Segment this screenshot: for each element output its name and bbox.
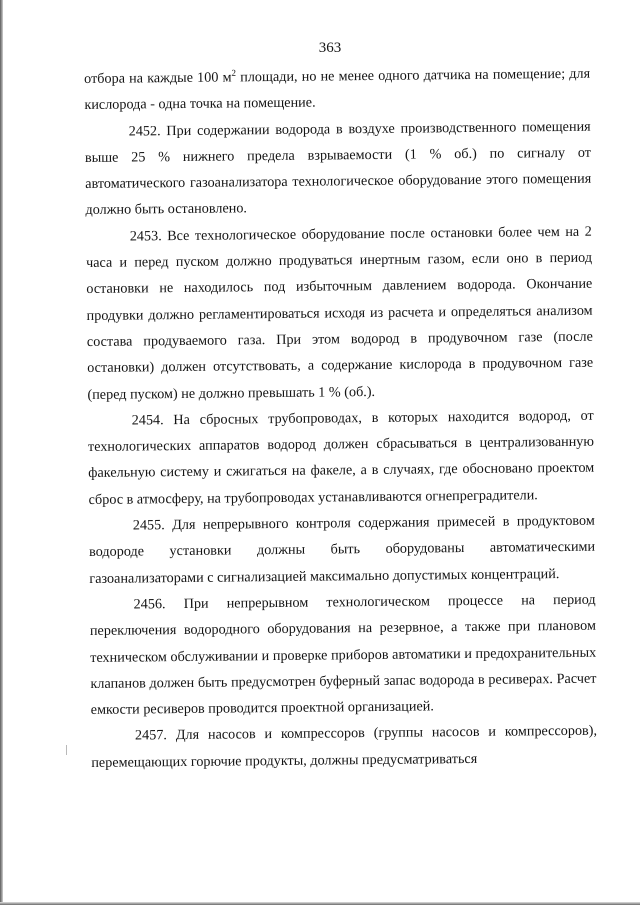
continuation-text-end: площади, но не менее одного датчика на помещение; для кислорода - одна точка на помещение. [84,65,591,114]
superscript-exponent: 2 [231,67,237,78]
paragraph-2455: 2455. Для непрерывного контроля содержания примесей в продуктовом водороде установки должны быть оборудованы автоматическими газоанализаторами с сигнализацией максимально допустимых концентраций. [89,512,596,587]
paragraph-2453: 2453. Все технологическое оборудование после остановки более чем на 2 часа и перед пуском должно продуваться инертным газом, если оно в период остановки не находилось под избыточным давлением водорода. Окончание продувки должно регламентироваться исходя из расчета и определяться анализом состава продуваемого газа. При этом водород в продувочном газе (после остановки) должен отсутствовать, а содержание кислорода в продувочном газе (перед пуском) не должно превышать 1 % (об.). [85,223,594,403]
scan-edge-left [0,0,3,905]
paragraph-2452: 2452. При содержании водорода в воздухе производственного помещения выше 25 % нижнего предела взрываемости (1 % об.) по сигналу от автоматического газоанализатора технологическое оборудование этого помещения должно быть остановлено. [84,118,592,219]
paragraph-2454: 2454. На сбросных трубопроводах, в которых находится водород, от технологических аппаратов водород должен сбрасываться в централизованную факельную систему и сжигаться на факеле, а в случаях, где обосновано проектом сброс в атмосферу, на трубопроводах устанавливаются огнепреградители. [87,407,595,508]
page-number: 363 [318,40,342,56]
paragraph-continuation [84,61,591,119]
paragraph-2457: 2457. Для насосов и компрессоров (группы насосов и компрессоров), перемещающих горючие продукты, должны предусматриваться [91,723,598,771]
continuation-text-start: отбора на каждые 100 м [84,69,232,87]
paragraph-2456: 2456. При непрерывном технологическом процессе на период переключения водородного оборудования на резервное, а также при плановом техническом обслуживании и проверке приборов автоматики и предохранительных клапанов должен быть предусмотрен буферный запас водорода в ресиверах. Расчет емкости ресиверов проводится проектной организацией. [89,591,597,719]
document-body [84,61,597,776]
scan-margin-mark [66,745,67,755]
